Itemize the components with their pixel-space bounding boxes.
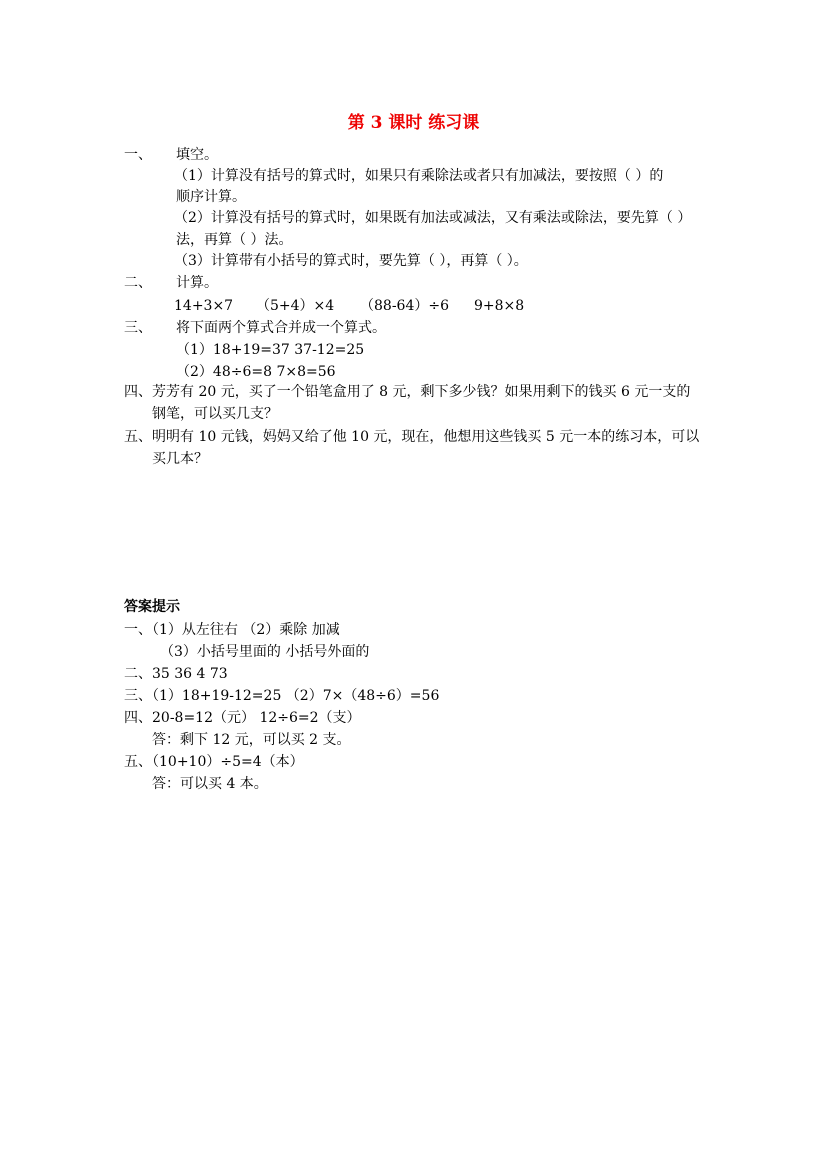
section-3-item-1: （1）18+19=37 37-12=25 xyxy=(176,342,365,358)
expression: 9+8×8 xyxy=(474,298,525,314)
section-1-item-2-cont: 法，再算（ ）法。 xyxy=(176,232,293,248)
section-1-item-3: （3）计算带有小括号的算式时，要先算（ ），再算（ ）。 xyxy=(174,253,528,269)
expression: （5+4）×4 xyxy=(256,298,335,314)
answers-heading: 答案提示 xyxy=(124,599,180,615)
section-3-heading: 将下面两个算式合并成一个算式。 xyxy=(176,320,386,336)
page-title: 第 3 课时 练习课 xyxy=(347,113,480,133)
expression: 14+3×7 xyxy=(174,298,234,314)
section-1-number: 一、 xyxy=(124,147,152,163)
section-5-number: 五、 xyxy=(124,429,152,445)
answer-line: 四、20-8=12（元） 12÷6=2（支） xyxy=(124,710,361,726)
section-1-item-1: （1）计算没有括号的算式时，如果只有乘除法或者只有加减法，要按照（ ）的 xyxy=(174,168,664,184)
section-1-heading: 填空。 xyxy=(176,147,218,163)
section-3-item-2: （2）48÷6=8 7×8=56 xyxy=(176,364,336,380)
section-4-text: 芳芳有 20 元，买了一个铅笔盒用了 8 元，剩下多少钱？如果用剩下的钱买 6 元一支的 xyxy=(152,384,691,400)
answer-line: 二、35 36 4 73 xyxy=(124,666,228,682)
answer-line: 五、（10+10）÷5=4（本） xyxy=(124,754,304,770)
section-3-number: 三、 xyxy=(124,320,152,336)
answer-line: 答：剩下 12 元，可以买 2 支。 xyxy=(152,732,351,748)
section-1-item-1-cont: 顺序计算。 xyxy=(176,189,246,205)
expression: （88-64）÷6 xyxy=(360,298,449,314)
answer-line: 答：可以买 4 本。 xyxy=(152,776,268,792)
section-4-text-cont: 钢笔，可以买几支？ xyxy=(152,406,278,422)
answer-line: （3）小括号里面的 小括号外面的 xyxy=(160,644,370,660)
answer-line: 三、（1）18+19-12=25 （2）7×（48÷6）=56 xyxy=(124,688,440,704)
section-5-text-cont: 买几本？ xyxy=(152,451,208,467)
section-2-heading: 计算。 xyxy=(176,275,218,291)
section-4-number: 四、 xyxy=(124,384,152,400)
section-5-text: 明明有 10 元钱，妈妈又给了他 10 元，现在，他想用这些钱买 5 元一本的练习本，可以 xyxy=(152,429,700,445)
section-2-number: 二、 xyxy=(124,275,152,291)
answer-line: 一、（1）从左往右 （2）乘除 加减 xyxy=(124,622,340,638)
section-1-item-2: （2）计算没有括号的算式时，如果既有加法或减法，又有乘法或除法，要先算（ ） xyxy=(174,210,692,226)
